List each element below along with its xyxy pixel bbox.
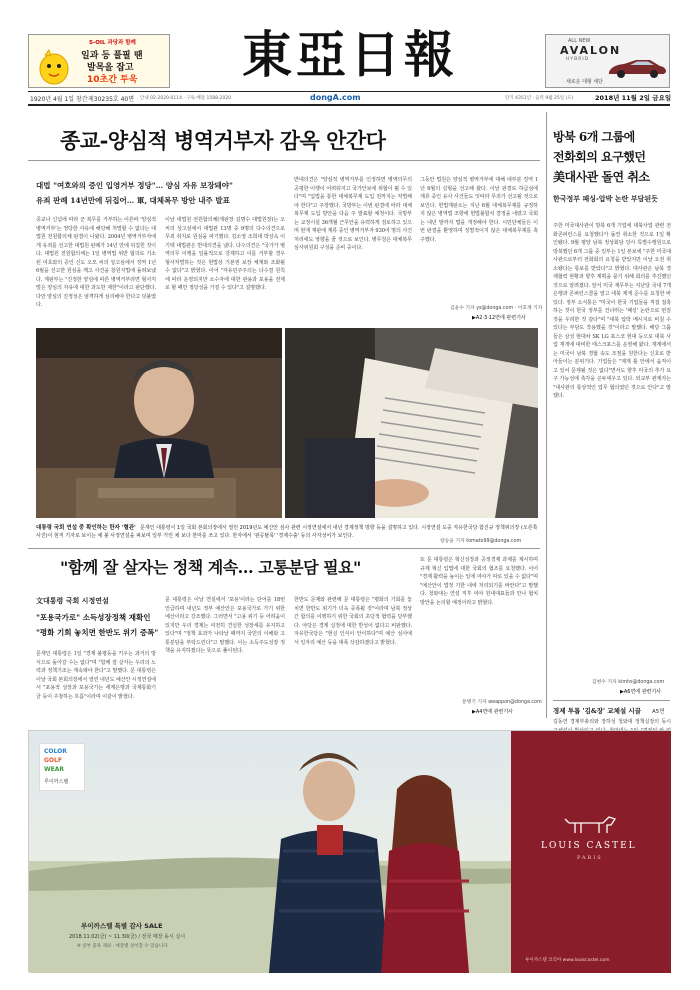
side-related-link[interactable]: ▶A6면에 관련기사 <box>620 689 662 695</box>
lead-col-4: 그동안 법원은 양심적 병역거부에 대해 대부분 징역 1년 6월의 실형을 선고해 왔다. 이날 판결로 하급심에 계류 중인 유사 사건들도 잇따라 무죄가 선고될 것으로 보인다. 헌법재판소는 지난 6월 대체복무제를 규정하지 않은 병역법 조항에 헌법불합치 결정을 내렸고 국회는 내년 말까지 법을 개정해야 한다. 시민단체들은 이번 판결을 환영하며 징벌적이지 않은 대체복무제를 촉구했다. <box>420 177 538 243</box>
ad-mascot-icon <box>37 47 71 85</box>
lead-photo-document <box>285 328 538 518</box>
second-col-1: 문재인 대통령은 1일 "경제 불평등을 키우는 과거의 방식으로 돌아갈 수는 없다"며 "함께 잘 살자는 우리의 노력과 정책기조는 계속돼야 한다"고 말했다. 문 대통령은 이날 국회 본회의장에서 열린 내년도 예산안 시정연설에서 "포용적 성장과 포용국가는 세계은행과 국제통화기금 등이 주창하는 흐름"이라며 이같이 밝혔다. <box>36 651 156 700</box>
logo-wear: WEAR <box>44 766 64 773</box>
second-sub-2: "평화 기회 놓치면 한반도 위기 증폭" <box>36 628 159 637</box>
logo-korean: 루이까스텔 <box>44 779 69 785</box>
bottom-ad-note: ※ 일부 품목 제외 · 매장별 상이할 수 있습니다 <box>77 944 168 949</box>
side-teaser-page[interactable]: A5면 <box>652 709 665 715</box>
ad-line-3: 10초간 투욱 <box>87 75 138 85</box>
lead-photo-president <box>36 328 282 518</box>
top-left-ad[interactable] <box>28 34 170 88</box>
site-url[interactable]: dongA.com <box>310 93 361 102</box>
lead-related-link[interactable]: ▶A2·3·12면에 관련기사 <box>472 315 526 321</box>
ad-brand: S-OIL 과당과 함께 <box>89 40 136 46</box>
founded-date: 1920년 4월 1일 창간 <box>30 96 88 103</box>
ad-car-tag: 새로운 대형 세단 <box>566 79 603 85</box>
second-kicker: 文대통령 국회 시정연설 <box>36 596 109 605</box>
masthead-rule-bottom <box>28 104 670 106</box>
photo-caption-body: 문재인 대통령이 1일 국회 본회의장에서 열린 2019년도 예산안 심사 관련 시정연설에서 내년 경제정책 방향 등을 설명하고 있다. 시정연설 도중 자유한국당 함진규 정책위의장 (오른쪽 사진)이 현직 기자로 보이는 예 불 사정연설을 펴보며 일부 가린 채 보다 한마를 쓰고 있다. 한자에서 '관공탈목' '경제수출' 등의 사자성어가 보인다. <box>36 525 538 539</box>
side-teaser-body: 김동연 경제부총리와 장하성 청와대 정책실장의 동시 <box>553 719 671 725</box>
side-sub: 한국정부 패싱-압박 논란 부담된듯 <box>553 194 658 203</box>
lead-col-2: 이날 대법원 전원합의체(재판장 김명수 대법원장)는 오씨의 상고심에서 대법관 13명 중 9명의 다수의견으로 무죄 취지로 원심을 파기했다. 김소영 조희대 박상옥 이기택 대법관은 반대의견을 냈다. 다수의견은 "국가가 병역의무 이행을 일률적으로 강제하고 이를 거부할 경우 형사처벌하는 것은 헌법상 기본권 보장 체계와 조화될 수 없다"고 밝혔다. 이어 "자유민주주의는 다수결 원칙에 따라 운영되지만 소수자에 대한 관용과 포용을 전제로 할 때만 정당성을 가질 수 있다"고 설명했다. <box>165 217 285 291</box>
second-sub-1: "포용국가로" 소득성장정책 재확인 <box>36 613 151 622</box>
side-teaser[interactable]: 경제 투톱 '김&장' 교체설 시끌 <box>553 707 641 715</box>
ad-car-brand: ALL NEW <box>568 38 591 44</box>
bottom-ad[interactable] <box>28 730 670 972</box>
bottom-ad-brand-sub: PARIS <box>577 855 603 861</box>
car-icon <box>606 57 668 79</box>
ad-line-2: 발목을 잡고 <box>87 63 134 73</box>
lead-headline[interactable]: 종교-양심적 병역거부자 감옥 안간다 <box>60 128 386 153</box>
photo-caption-title: 대통령 국회 연설 중 확인하는 한자 '혈관' <box>36 525 136 531</box>
second-col-4: 또 문 대통령은 혁신성장과 공정경제 과제를 제시하며 규제 혁신 입법에 대한 국회의 협조를 요청했다. 이어 "경제 활력을 높이는 일에 여야가 따로 있을 수 없다"며 "예산안이 법정 기한 내에 처리되기를 바란다"고 말했다. 청와대는 연설 직후 여야 원내대표들과 만나 협치 방안을 논의할 예정이라고 밝혔다. <box>420 557 538 606</box>
lead-sub-1: 대법 "여호와의 증인 입영거부 정당"… 양심 자유 보장돼야" <box>36 181 233 190</box>
bottom-ad-dates: 2018.11.02(금) ~ 11.30(금) / 전국 매장 동시 실시 <box>69 934 186 940</box>
second-related-link[interactable]: ▶A4면에 관련기사 <box>472 709 514 715</box>
issue-date: 2018년 11월 2일 금요일 <box>595 94 672 102</box>
bottom-ad-logo-box <box>39 743 85 791</box>
bottom-ad-sale: 루이까스텔 특별 감사 SALE <box>81 922 163 930</box>
top-right-ad[interactable] <box>545 34 670 88</box>
ad-car-model: AVALON <box>560 44 622 57</box>
photo-credit: 장승윤 기자 tomato99@donga.com <box>440 539 522 544</box>
side-byline: 김현수 기자 kimhs@donga.com <box>592 680 665 685</box>
teaser-divider <box>553 700 670 701</box>
lead-col-3: 반대의견은 "양심적 병역거부를 인정하면 병역의무의 공평한 이행이 어려워지고 국가안보에 위협이 될 수 있다"며 "입법을 통한 대체복무제 도입 전까지는 처벌해야 한다"고 주장했다. 국방부는 이번 판결에 따라 대체복무제 도입 방안을 다음 주 발표할 예정이다. 국방부는 교정시설 36개월 근무안을 유력하게 검토하고 있으며 현재 재판에 계류 중인 병역거부자 930여 명의 사건 처리에도 영향을 줄 것으로 보인다. 병무청은 대체복무 심사위원회 구성을 준비 중이다. <box>294 177 412 251</box>
side-body: 주한 미국대사관이 방북 6개 기업에 대북사업 관련 전화콘퍼런스를 요청했다가 돌연 취소한 것으로 1일 확인됐다. 9월 평양 남북 정상회담 당시 특별수행원으로 방북했던 6개 그룹 중 일부는 1일 본보에 "주한 미국대사관으로부터 전화회의 요청을 받았지만 이날 오전 취소됐다는 통보를 받았다"고 밝혔다. 대사관은 남북 경제협력 현황과 향후 계획을 묻기 위해 회의를 추진했던 것으로 알려졌다. 앞서 미국 재무부는 지난달 국내 7개 은행과 콘퍼런스콜을 열고 대북 제재 준수를 요청한 바 있다. 정부 소식통은 "미국이 한국 기업들을 직접 접촉하는 것이 한국 정부를 건너뛰는 '패싱' 논란으로 번질 것을 우려한 것 같다"며 "대북 압박 메시지로 비칠 수 있다는 부담도 작용했을 것"이라고 말했다. 해당 그룹들은 삼성 현대차 SK LG 포스코 현대 등으로 대북 사업 재개에 대비한 태스크포스를 운영해 왔다. 재계에서는 미국이 남북 경협 속도 조절을 원한다는 신호로 받아들이는 분위기다. 기업들은 "제재 틀 안에서 움직이고 있어 문제될 것은 없다"면서도 향후 미국의 추가 요구 가능성에 촉각을 곤두세우고 있다. 외교부 관계자는 "대사관의 통상적인 업무 협의였던 것으로 안다"고 말했다. <box>553 223 671 399</box>
lunar-date: 단기 4351년 · 음력 9월 25일 (도) <box>505 96 574 101</box>
masthead-rule <box>28 91 670 92</box>
logo-golf: GOLF <box>44 757 62 764</box>
second-col-3: 한반도 문제와 관련해 문 대통령은 "평화의 기회를 놓치면 한반도 위기가 더욱 증폭될 것"이라며 남북 정상 간 합의를 이행하기 위한 국회의 초당적 협력을 당부했다. 야당은 경제 실정에 대한 반성이 없다고 비판했다. 자유한국당은 "현실 인식이 안이하다"며 예산 심사에서 일자리 예산 등을 대폭 삭감하겠다고 밝혔다. <box>294 597 412 646</box>
bottom-ad-brand-panel <box>511 731 671 973</box>
bottom-ad-brand: LOUIS CASTEL <box>541 841 637 851</box>
lead-col-1: 종교나 신념에 따라 군 복무를 거부하는 이른바 '양심적 병역거부'는 정당한 사유에 해당해 처벌할 수 없다는 대법원 전원합의체 판결이 나왔다. 2004년 병역거부자에게 유죄를 선고한 대법원 판례가 14년 만에 뒤집힌 것이다. 대법원 전원합의체는 1일 병역법 위반 혐의로 기소된 여호와의 증인 신도 오모 씨의 상고심에서 징역 1년 6월을 선고한 원심을 깨고 사건을 창원지법에 돌려보냈다. 재판부는 "진정한 양심에 따른 병역거부라면 형사처벌은 양심의 자유에 대한 과도한 제한"이라고 판단했다. 다만 양심의 진정성은 엄격하게 심리해야 한다고 덧붙였다. <box>36 217 156 308</box>
logo-color: COLOR <box>44 748 67 755</box>
second-byline: 문병기 기자 weappon@donga.com <box>462 700 542 705</box>
issue-number: 제30235호 40면 <box>88 96 135 103</box>
contact-info: 안내 02-2020-0114 · 구독·배달 1588-2020 <box>140 96 232 101</box>
side-headline-2[interactable]: 전화회의 요구했던 <box>553 150 646 164</box>
second-headline[interactable]: "함께 잘 살자는 정책 계속… 고통분담 필요" <box>60 558 361 577</box>
masthead-title: 東亞日報 <box>242 25 458 84</box>
lead-divider <box>28 160 540 161</box>
ad-car-sub: HYBRID <box>566 57 590 62</box>
second-divider <box>28 548 540 549</box>
second-col-2: 문 대통령은 이날 연설에서 '포용'이라는 단어를 18번 언급하며 내년도 정부 예산안은 포용국가로 가기 위한 예산이라고 강조했다. 그러면서 "고용 위기 등 어려움이 있지만 우리 경제는 여전히 견실한 성장세를 유지하고 있다"며 "정책 효과가 나타날 때까지 국민의 이해와 고통분담을 부탁드린다"고 말했다. 이는 소득주도성장 정책을 유지하겠다는 뜻으로 풀이된다. <box>165 597 285 654</box>
dog-logo-icon <box>563 811 619 835</box>
ad-line-1: 일과 등 풀필 땐 <box>81 51 143 61</box>
side-headline-1[interactable]: 방북 6개 그룹에 <box>553 130 635 144</box>
lead-sub-2: 유죄 판례 14년만에 뒤집어… 軍, 대체복무 방안 내주 발표 <box>36 196 230 205</box>
side-headline-3[interactable]: 美대사관 돌연 취소 <box>553 170 650 184</box>
sidebar-rule <box>546 112 547 718</box>
bottom-ad-contact: 루이까스텔 코리아 www.louiscastel.com <box>525 958 610 963</box>
lead-byline: 김윤수 기자 ys@donga.com · 이호재 기자 <box>450 306 543 311</box>
